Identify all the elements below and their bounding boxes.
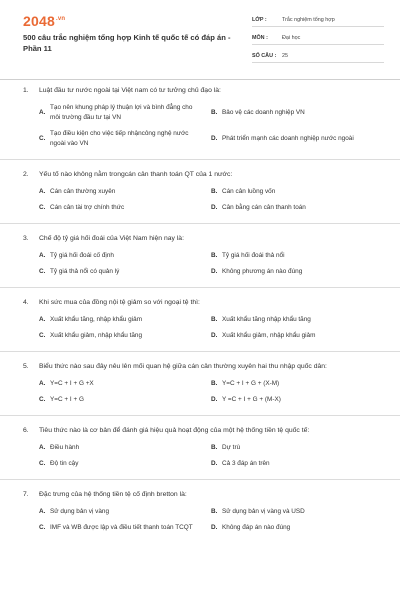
answer-options: [39, 379, 378, 405]
question-2: [0, 170, 400, 213]
option-letter: B.: [211, 444, 218, 451]
option-letter: B.: [211, 188, 218, 195]
question-text: [23, 170, 378, 180]
option-letter: C.: [39, 268, 46, 275]
answer-option[interactable]: [39, 129, 211, 149]
answer-options: [39, 103, 378, 149]
divider: [0, 159, 400, 160]
question-4: [0, 298, 400, 341]
answer-option[interactable]: [39, 315, 211, 325]
option-text: Tỷ giá hối đoái thả nổi: [222, 252, 285, 259]
meta-key: SỐ CÂU :: [252, 52, 277, 59]
question-1: [0, 86, 400, 149]
answer-option[interactable]: [39, 523, 211, 533]
answer-option[interactable]: [39, 331, 211, 341]
option-text: Không phương án nào đúng: [222, 268, 303, 275]
option-text: Cán cân tài trợ chính thức: [50, 204, 125, 211]
question-prompt: Tiêu thức nào là cơ bản để đánh giá hiệu quả hoạt động của một hệ thống tiền tệ quốc tế:: [39, 427, 310, 434]
answer-option[interactable]: [211, 187, 383, 197]
meta-key: MÔN :: [252, 34, 268, 41]
answer-option[interactable]: [211, 379, 383, 389]
logo-text: 2048: [23, 13, 55, 29]
question-prompt: Chế độ tỷ giá hối đoái của Việt Nam hiện nay là:: [39, 235, 184, 242]
question-prompt: Yếu tố nào không nằm trongcán cân thanh toán QT của 1 nước:: [39, 171, 233, 178]
option-text: Xuất khẩu tăng, nhập khẩu giảm: [50, 316, 143, 323]
divider: [0, 287, 400, 288]
question-prompt: Luật đầu tư nước ngoài tại Việt nam có tư tưởng chủ đạo là:: [39, 87, 221, 94]
question-number: 5.: [23, 363, 29, 370]
divider: [0, 479, 400, 480]
option-text: Dự trù: [222, 444, 241, 451]
option-text: Cả 3 đáp án trên: [222, 460, 270, 467]
option-text: Điều hành: [50, 444, 80, 451]
question-text: [23, 234, 378, 244]
question-number: 6.: [23, 427, 29, 434]
option-letter: A.: [39, 444, 46, 451]
question-list: [0, 86, 400, 533]
meta-value: Trắc nghiệm tổng hợp: [282, 16, 335, 23]
option-letter: B.: [211, 109, 218, 116]
option-letter: B.: [211, 508, 218, 515]
meta-row-class: [252, 13, 384, 27]
answer-option[interactable]: [39, 251, 211, 261]
option-letter: A.: [39, 188, 46, 195]
answer-options: [39, 315, 378, 341]
option-text: Không đáp án nào đúng: [222, 524, 291, 531]
option-text: Sử dụng bản vị vàng và USD: [222, 508, 305, 515]
option-text: Tạo điều kiện cho việc tiếp nhậncông nghệ nước ngoài vào VN: [50, 130, 189, 147]
meta-value: 25: [282, 52, 288, 59]
option-letter: A.: [39, 252, 46, 259]
question-text: [23, 362, 378, 372]
answer-option[interactable]: [211, 315, 383, 325]
option-letter: C.: [39, 524, 46, 531]
answer-option[interactable]: [39, 443, 211, 453]
option-text: IMF và WB được lập và điều tiết thanh toán TCQT: [50, 524, 193, 531]
answer-option[interactable]: [211, 203, 383, 213]
answer-option[interactable]: [211, 459, 383, 469]
answer-option[interactable]: [39, 187, 211, 197]
option-text: Cán cân thường xuyên: [50, 188, 116, 195]
header: [0, 0, 400, 80]
option-text: Y =C + I + G + (M-X): [222, 396, 281, 403]
option-text: Xuất khẩu giảm, nhập khẩu tăng: [50, 332, 143, 339]
question-text: [23, 426, 378, 436]
option-letter: A.: [39, 380, 46, 387]
answer-option[interactable]: [211, 251, 383, 261]
option-letter: C.: [39, 332, 46, 339]
question-text: [23, 490, 378, 500]
answer-option[interactable]: [211, 103, 383, 123]
question-number: 7.: [23, 491, 29, 498]
question-number: 2.: [23, 171, 29, 178]
option-text: Xuất khẩu tăng nhập khẩu tăng: [222, 316, 311, 323]
question-number: 1.: [23, 87, 29, 94]
option-letter: B.: [211, 380, 218, 387]
question-number: 3.: [23, 235, 29, 242]
answer-options: [39, 443, 378, 469]
option-letter: D.: [211, 204, 218, 211]
meta-key: LỚP :: [252, 16, 267, 23]
answer-option[interactable]: [211, 129, 383, 149]
option-letter: C.: [39, 460, 46, 467]
page-title: 500 câu trắc nghiệm tổng hợp Kinh tế quốc tế có đáp án - Phần 11: [23, 33, 231, 53]
option-letter: A.: [39, 109, 46, 116]
question-prompt: Đặc trưng của hệ thống tiền tệ cố định bretton là:: [39, 491, 187, 498]
question-prompt: Khi sức mua của đồng nội tệ giảm so với ngoại tệ thì:: [39, 299, 200, 306]
answer-option[interactable]: [39, 459, 211, 469]
option-text: Bảo vệ các doanh nghiệp VN: [222, 109, 305, 116]
option-letter: C.: [39, 396, 46, 403]
option-text: Sử dụng bản vị vàng: [50, 508, 109, 515]
option-text: Tạo nên khung pháp lý thuận lợi và bình đẳng cho môi trường đầu tư tại VN: [50, 104, 193, 121]
answer-option[interactable]: [211, 443, 383, 453]
answer-option[interactable]: [39, 203, 211, 213]
option-letter: C.: [39, 204, 46, 211]
answer-option[interactable]: [39, 267, 211, 277]
option-letter: D.: [211, 396, 218, 403]
answer-options: [39, 251, 378, 277]
option-text: Cân bằng cán cân thanh toán: [222, 204, 306, 211]
option-text: Xuất khẩu giảm, nhập khẩu giảm: [222, 332, 316, 339]
answer-option[interactable]: [39, 103, 211, 123]
question-6: [0, 426, 400, 469]
option-text: Tỷ giá hối đoái cố định: [50, 252, 114, 259]
question-number: 4.: [23, 299, 29, 306]
option-letter: D.: [211, 268, 218, 275]
answer-option[interactable]: [39, 379, 211, 389]
meta-row-count: [252, 49, 384, 63]
answer-option[interactable]: [211, 395, 383, 405]
meta-value: Đại học: [282, 34, 301, 41]
answer-option[interactable]: [211, 267, 383, 277]
option-text: Y=C + I + G: [50, 396, 84, 403]
option-letter: C.: [39, 135, 46, 142]
question-5: [0, 362, 400, 405]
option-letter: D.: [211, 524, 218, 531]
option-text: Phát triển mạnh các doanh nghiệp nước ngoài: [222, 135, 354, 142]
divider: [0, 415, 400, 416]
option-text: Cán cân luồng vốn: [222, 188, 276, 195]
option-letter: A.: [39, 316, 46, 323]
question-text: [23, 86, 378, 96]
option-letter: D.: [211, 460, 218, 467]
option-text: Tỷ giá thả nổi có quản lý: [50, 268, 120, 275]
answer-option[interactable]: [39, 395, 211, 405]
answer-option[interactable]: [211, 507, 383, 517]
question-text: [23, 298, 378, 308]
option-letter: D.: [211, 135, 218, 142]
option-letter: B.: [211, 252, 218, 259]
logo-suffix: .vn: [55, 16, 66, 23]
divider: [0, 223, 400, 224]
answer-option[interactable]: [211, 331, 383, 341]
answer-option[interactable]: [211, 523, 383, 533]
option-text: Y=C + I + G + (X-M): [222, 380, 280, 387]
question-3: [0, 234, 400, 277]
option-letter: B.: [211, 316, 218, 323]
site-logo[interactable]: [23, 13, 65, 29]
meta-row-subject: [252, 31, 384, 45]
meta-table: [252, 13, 384, 67]
divider: [0, 351, 400, 352]
question-7: [0, 490, 400, 533]
answer-options: [39, 507, 378, 533]
option-letter: A.: [39, 508, 46, 515]
question-prompt: Biểu thức nào sau đây nêu lên mối quan hệ giữa cán cân thường xuyên hai thu nhập quốc dân:: [39, 363, 327, 370]
option-letter: D.: [211, 332, 218, 339]
answer-options: [39, 187, 378, 213]
option-text: Độ tin cậy: [50, 460, 79, 467]
answer-option[interactable]: [39, 507, 211, 517]
option-text: Y=C + I + G +X: [50, 380, 94, 387]
